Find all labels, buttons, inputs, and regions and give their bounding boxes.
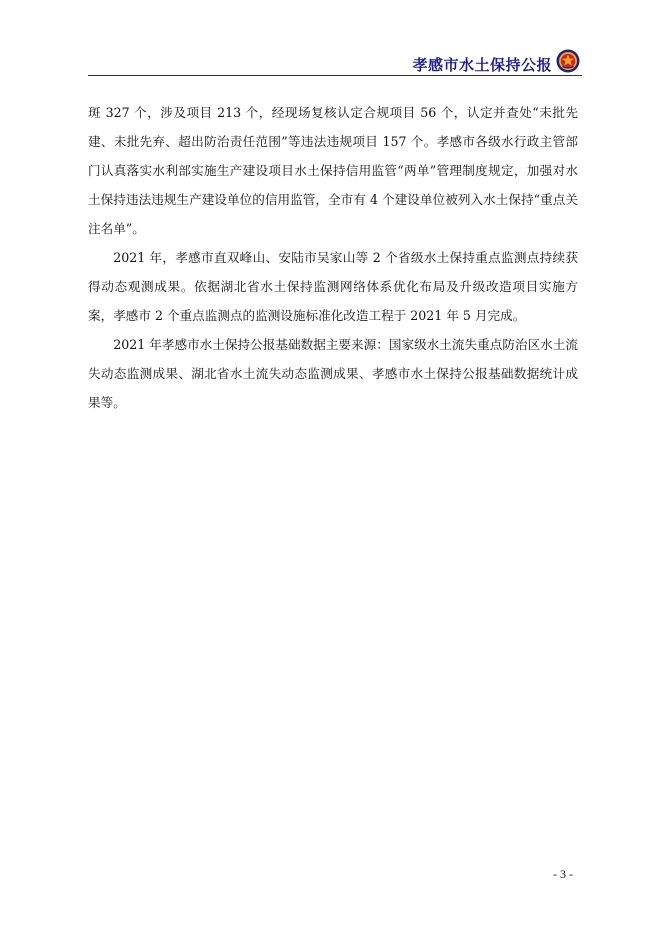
page-number: - 3 -: [553, 867, 573, 881]
header-rule: [88, 75, 582, 76]
header-title: 孝感市水土保持公报: [412, 56, 552, 74]
paragraph-monitoring: 2021 年，孝感市直双峰山、安陆市吴家山等 2 个省级水土保持重点监测点持续获得动态观测成果。依据湖北省水土保持监测网络体系优化布局及升级改造项目实施方案，孝感市 2 个重点监测点的监测设施标准化改造工程于 2021 年 5 月完成。: [88, 250, 578, 323]
body-text: [88, 98, 578, 417]
emblem-logo-icon: [556, 49, 580, 73]
paragraph-data-sources: 2021 年孝感市水土保持公报基础数据主要来源：国家级水土流失重点防治区水土流失动态监测成果、湖北省水土流失动态监测成果、孝感市水土保持公报基础数据统计成果等。: [88, 337, 578, 410]
paragraph-continued: 斑 327 个，涉及项目 213 个，经现场复核认定合规项目 56 个，认定并查处“未批先建、未批先弃、超出防治责任范围”等违法违规项目 157 个。孝感市各级水行政主管部门认真落实水利部实施生产建设项目水土保持信用监管“两单”管理制度规定，加强对水土保持违法违规生产建设单位的信用监管，全市有 4 个建设单位被列入水土保持“重点关注名单”。: [88, 105, 578, 236]
page-header: [88, 46, 582, 76]
